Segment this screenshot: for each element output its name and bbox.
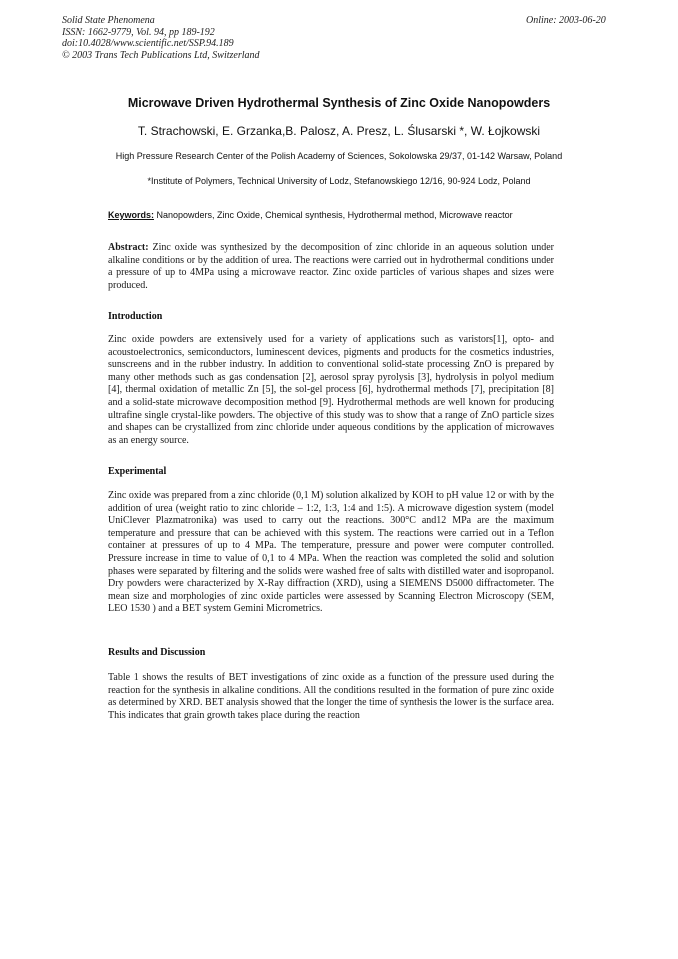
copyright-line: © 2003 Trans Tech Publications Ltd, Switzerland xyxy=(62,49,260,61)
experimental-heading: Experimental xyxy=(108,466,167,477)
journal-name: Solid State Phenomena xyxy=(62,15,155,26)
keywords-text: Nanopowders, Zinc Oxide, Chemical synthesis, Hydrothermal method, Microwave reactor xyxy=(154,210,513,220)
affiliation-1: High Pressure Research Center of the Polish Academy of Sciences, Sokolowska 29/37, 01-142 Warsaw, Poland xyxy=(115,151,563,161)
abstract-label: Abstract: xyxy=(108,242,149,253)
keywords-label: Keywords: xyxy=(108,210,155,220)
abstract-text: Zinc oxide was synthesized by the decomposition of zinc chloride in an aqueous solution under alkaline conditions or by the addition of urea. The reactions were carried out in hydrothermal conditions under a pressure of up to 4MPa using a microwave reactor. Zinc oxide particles of various shapes and sizes were produced. xyxy=(108,242,554,291)
online-date: Online: 2003-06-20 xyxy=(526,15,606,26)
results-paragraph: Table 1 shows the results of BET investigations of zinc oxide as a function of the pressure used during the reaction for the synthesis in alkaline conditions. All the conditions resulted in the formation of pure zinc oxide as determined by XRD. BET analysis showed that the longer the time of synthesis the lower is the surface area. This indicates that grain growth takes place during the reaction xyxy=(108,672,554,721)
journal-header xyxy=(62,15,260,61)
paper-title: Microwave Driven Hydrothermal Synthesis of Zinc Oxide Nanopowders xyxy=(127,96,551,110)
introduction-heading: Introduction xyxy=(108,311,163,322)
doi-line: doi:10.4028/www.scientific.net/SSP.94.189 xyxy=(62,38,234,49)
author-list: T. Strachowski, E. Grzanka,B. Palosz, A. Presz, L. Ślusarski *, W. Łojkowski xyxy=(137,124,541,138)
issn-line: ISSN: 1662-9779, Vol. 94, pp 189-192 xyxy=(62,26,215,38)
abstract-paragraph xyxy=(108,242,554,292)
affiliation-2: *Institute of Polymers, Technical University of Lodz, Stefanowskiego 12/16, 90-924 Lodz, Poland xyxy=(147,176,531,186)
experimental-paragraph: Zinc oxide was prepared from a zinc chloride (0,1 M) solution alkalized by KOH to pH value 12 or with by the addition of urea (weight ratio to zinc chloride – 1:2, 1:3, 1:4 and 1:5). A microwave digestion system (model UniClever Plazmatronika) was used to carry out the reactions. 300°C and12 MPa are the maximum temperature and pressure that can be achieved with this system. The reactions were carried out in a Teflon container at pressures of up to 4 MPa. The temperature, pressure and power were computer controlled. Pressure increase in time to value of 0,1 to 4 MPa. When the reaction was completed the solid and solution phases were separated by filtering and the solids were washed free of salts with distilled water and isopropanol. Dry powders were characterized by X-Ray diffraction (XRD), using a SIEMENS D5000 diffractometer. The mean size and morphologies of zinc oxide particles were assessed by Scanning Electron Microscopy (SEM, LEO 1530 ) and a BET system Gemini Micrometrics. xyxy=(108,490,554,615)
results-heading: Results and Discussion xyxy=(108,647,206,658)
keywords-block xyxy=(108,209,568,221)
introduction-paragraph: Zinc oxide powders are extensively used for a variety of applications such as varistors[1], opto- and acoustoelectronics, semiconductors, luminescent devices, pigments and products for the cosmetics industries, sunscreens and in the rubber industry. In addition to conventional solid-state processing ZnO is prepared by many other methods such as gas condensation [2], aerosol spray pyrolysis [3], hydrolysis in polyol medium [4], thermal oxidation of metallic Zn [5], the sol-gel process [6], hydrothermal methods [7], precipitation [8] and a solid-state microwave decomposition method [9]. Hydrothermal methods are well known for producing ultrafine single crystal-like powders. The objective of this study was to show that a range of ZnO particle sizes and shapes can be crystallized from zinc chloride under aqueous conditions by the application of microwaves as an energy source. xyxy=(108,334,554,446)
